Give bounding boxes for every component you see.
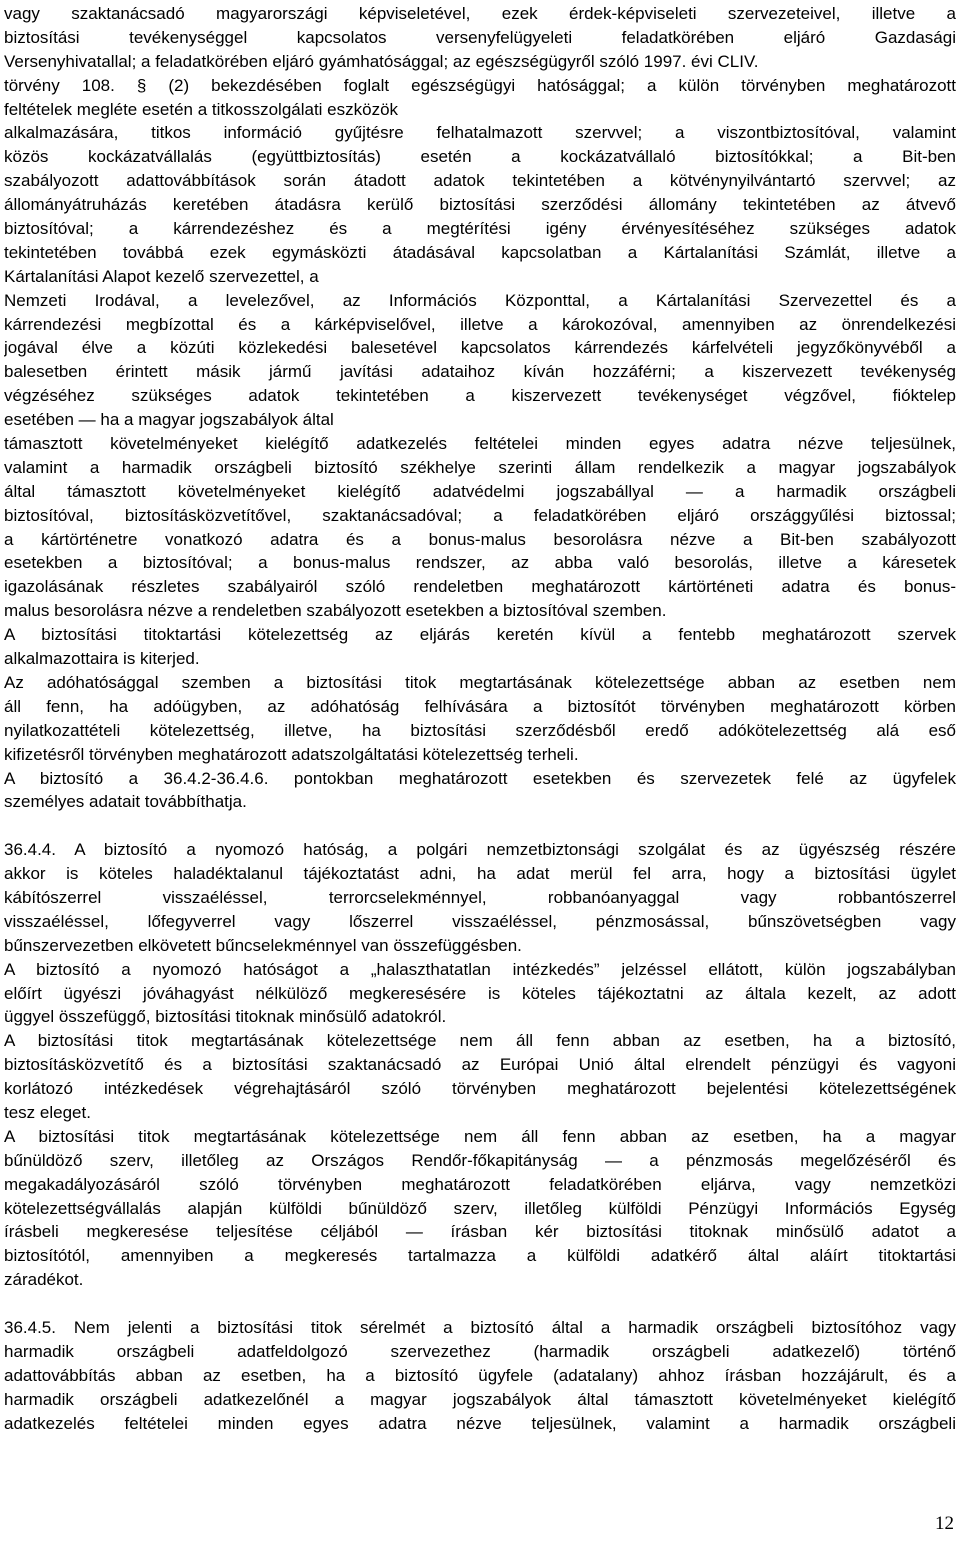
text-line: biztosításközvetítő és a biztosítási szaktanácsadó az Európai Unió által elrendelt pénzügyi és vagyoni bbox=[4, 1055, 956, 1075]
text-line: feltételek megléte esetén a titkosszolgálati eszközök bbox=[4, 99, 399, 119]
text-line: adattovábbítás abban az esetben, ha a biztosító ügyfele (adatalany) ahhoz írásban hozzájárult, és a bbox=[4, 1365, 956, 1385]
text-line: biztosítási tevékenységgel kapcsolatos versenyfelügyeleti feladatkörében eljáró Gazdasági bbox=[4, 27, 956, 47]
text-line: vagy szaktanácsadó magyarországi képviseletével, ezek érdek-képviseleti szervezeteivel, illetve a bbox=[4, 4, 956, 23]
text-line: bűnszervezetben elkövetett bűncselekménnyel van összefüggésben. bbox=[4, 935, 522, 955]
text-line: korlátozó intézkedések végrehajtásáról szóló törvényben meghatározott bejelentési kötelezettségének bbox=[4, 1079, 956, 1099]
text-line: 36.4.5. Nem jelenti a biztosítási titok sérelmét a biztosító által a harmadik országbeli biztosítóhoz vagy bbox=[4, 1317, 956, 1337]
text-line: végzéséhez szükséges adatok tekintetében a kiszervezett tevékenységet végzővel, fióktelep bbox=[4, 386, 956, 406]
text-line: Versenyhivatallal; a feladatkörében eljáró gyámhatósággal; az egészségügyről szóló 1997. évi CLIV. bbox=[4, 51, 759, 71]
text-line: malus besorolásra nézve a rendeletben szabályozott esetekben a biztosítóval szemben. bbox=[4, 601, 667, 621]
text-line: visszaéléssel, lőfegyverrel vagy lőszerrel visszaéléssel, pénzmosással, bűnszövetségben vagy bbox=[4, 911, 956, 931]
text-line: közös kockázatvállalás (együttbiztosítás) esetén a kockázatvállaló biztosítókkal; a Bit-ben bbox=[4, 147, 956, 167]
text-line: Nemzeti Irodával, a levelezővel, az Információs Központtal, a Kártalanítási Szervezettel és a bbox=[4, 290, 956, 310]
text-line: Kártalanítási Alapot kezelő szervezettel, a bbox=[4, 266, 319, 286]
blank-line bbox=[4, 814, 956, 838]
text-line: írásbeli megkeresése teljesítése céljából — írásban kér biztosítási titoknak minősülő adatot a bbox=[4, 1222, 956, 1242]
text-line: A biztosítási titoktartási kötelezettség az eljárás keretén kívül a fentebb meghatározott szervek bbox=[4, 625, 956, 645]
text-line: tekintetében továbbá ezek egymásközti átadásával kapcsolatban a Kártalanítási Számlát, illetve a bbox=[4, 242, 956, 262]
text-line: 36.4.4. A biztosító a nyomozó hatóság, a polgári nemzetbiztonsági szolgálat és az ügyészség részére bbox=[4, 840, 956, 860]
text-line: harmadik országbeli adatfeldolgozó szervezethez (harmadik országbeli adatkezelő) történő bbox=[4, 1341, 956, 1361]
text-line: áll fenn, ha adóügyben, az adóhatóság felhívására a biztosítót törvényben meghatározott körben bbox=[4, 696, 956, 716]
text-line: támasztott követelményeket kielégítő adatkezelés feltételei minden egyes adatra nézve teljesülnek, bbox=[4, 434, 956, 454]
text-line: akkor is köteles haladéktalanul tájékoztatást adni, ha adat merül fel arra, hogy a biztosítási ügylet bbox=[4, 864, 956, 884]
body-text bbox=[4, 2, 956, 1435]
text-line: biztosítóval; a kárrendezéshez és a megtérítési igény érvényesítéséhez szükséges adatok bbox=[4, 219, 956, 239]
text-line: a kártörténetre vonatkozó adatra és a bonus-malus besorolásra nézve a Bit-ben szabályozott bbox=[4, 529, 956, 549]
text-line: A biztosítási titok megtartásának kötelezettsége nem áll fenn abban az esetben, ha a magyar bbox=[4, 1126, 956, 1146]
text-line: jogával élve a közúti közlekedési balesetével kapcsolatos kárrendezés kárfelvételi jegyzőkönyvéből a bbox=[4, 338, 956, 358]
text-line: szabályozott adattovábbítások során átadott adatok tekintetében a kötvénynyilvántartó szervvel; az bbox=[4, 171, 956, 191]
text-line: üggyel összefüggő, biztosítási titoknak minősülő adatokról. bbox=[4, 1007, 447, 1027]
text-line: harmadik országbeli adatkezelőnél a magyar jogszabályok által támasztott követelményeket kielégítő bbox=[4, 1389, 956, 1409]
text-line: kábítószerrel visszaéléssel, terrorcselekménnyel, robbanóanyaggal vagy robbantószerrel bbox=[4, 887, 956, 907]
text-line: esetekben a biztosítóval; a bonus-malus rendszer, az abba való besorolás, illetve a káresetek bbox=[4, 553, 956, 573]
text-line: törvény 108. § (2) bekezdésében foglalt egészségügyi hatósággal; a külön törvényben meghatározott bbox=[4, 75, 956, 95]
text-line: igazolásának részletes szabályairól szóló rendeletben meghatározott kártörténeti adatra és bonus- bbox=[4, 577, 956, 597]
text-line: A biztosító a 36.4.2-36.4.6. pontokban meghatározott esetekben és szervezetek felé az ügyfelek bbox=[4, 768, 956, 788]
text-line: kifizetésről törvényben meghatározott adatszolgáltatási kötelezettség terheli. bbox=[4, 744, 579, 764]
text-line: adatkezelés feltételei minden egyes adatra nézve teljesülnek, valamint a harmadik országbeli bbox=[4, 1413, 956, 1433]
text-line: biztosítóval, biztosításközvetítővel, szaktanácsadóval; a feladatkörében eljáró országgyűlési biztossal; bbox=[4, 505, 956, 525]
text-line: esetében — ha a magyar jogszabályok által bbox=[4, 410, 334, 430]
text-line: állományátruházás keretében átadásra kerülő biztosítási szerződési állomány tekintetében az átvevő bbox=[4, 195, 956, 215]
text-line: biztosítótól, amennyiben a megkeresés tartalmazza a külföldi adatkérő által aláírt titoktartási bbox=[4, 1246, 956, 1266]
page-number: 12 bbox=[935, 1513, 954, 1534]
text-line: nyilatkozattételi kötelezettség, illetve, ha biztosítási szerződésből eredő adókötelezettség alá eső bbox=[4, 720, 956, 740]
text-line: által támasztott követelményeket kielégítő adatvédelmi jogszabállyal — a harmadik országbeli bbox=[4, 481, 956, 501]
text-line: tesz eleget. bbox=[4, 1102, 91, 1122]
blank-line bbox=[4, 1292, 956, 1316]
text-line: záradékot. bbox=[4, 1270, 84, 1290]
text-line: Az adóhatósággal szemben a biztosítási titok megtartásának kötelezettsége abban az esetben nem bbox=[4, 672, 956, 692]
text-line: valamint a harmadik országbeli biztosító székhelye szerinti állam rendelkezik a magyar jogszabályok bbox=[4, 457, 956, 477]
text-line: kárrendezési megbízottal és a kárképviselővel, illetve a károkozóval, amennyiben az önrendelkezési bbox=[4, 314, 956, 334]
text-line: alkalmazottaira is kiterjed. bbox=[4, 649, 200, 669]
text-line: kötelezettségvállalás alapján külföldi bűnüldöző szerv, illetőleg külföldi Pénzügyi Információs Egység bbox=[4, 1198, 956, 1218]
text-line: bűnüldöző szerv, illetőleg az Országos Rendőr-főkapitányság — a pénzmosás megelőzéséről és bbox=[4, 1150, 956, 1170]
text-line: személyes adatait továbbíthatja. bbox=[4, 792, 247, 812]
text-line: A biztosítási titok megtartásának kötelezettsége nem áll fenn abban az esetben, ha a biztosító, bbox=[4, 1031, 956, 1051]
text-line: alkalmazására, titkos információ gyűjtésre felhatalmazott szervvel; a viszontbiztosítóval, valamint bbox=[4, 123, 956, 143]
text-line: megakadályozásáról szóló törvényben meghatározott feladatkörében eljárva, vagy nemzetközi bbox=[4, 1174, 956, 1194]
text-line: balesetben érintett másik jármű javítási adataihoz kíván hozzáférni; a kiszervezett tevékenység bbox=[4, 362, 956, 382]
text-line: előírt ügyészi jóváhagyást nélkülöző megkeresésére is köteles tájékoztatni az általa kezelt, az adott bbox=[4, 983, 956, 1003]
text-line: A biztosító a nyomozó hatóságot a „halaszthatatlan intézkedés” jelzéssel ellátott, külön jogszabályban bbox=[4, 959, 956, 979]
